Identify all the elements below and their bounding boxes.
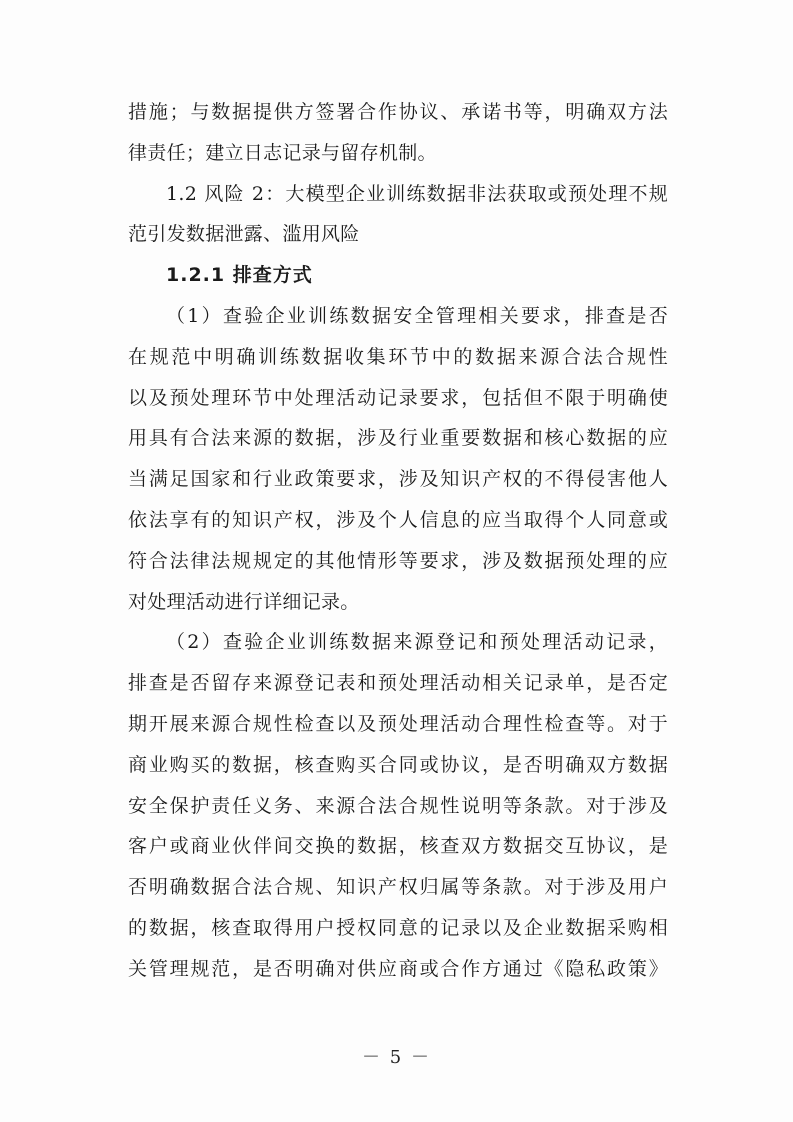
- section-title-risk-2: 1.2 风险 2：大模型企业训练数据非法获取或预处理不规: [166, 182, 668, 205]
- text-line: 商业购买的数据，核查购买合同或协议，是否明确双方数据: [128, 753, 668, 776]
- text-line: 以及预处理环节中处理活动记录要求，包括但不限于明确使: [128, 386, 668, 409]
- text-line: （2）查验企业训练数据来源登记和预处理活动记录，: [166, 631, 668, 654]
- text-line: 否明确数据合法合规、知识产权归属等条款。对于涉及用户: [128, 876, 668, 899]
- subsection-heading: 1.2.1 排查方式: [166, 264, 313, 287]
- text-line: 期开展来源合规性检查以及预处理活动合理性检查等。对于: [128, 712, 668, 735]
- text-line: 安全保护责任义务、来源合法合规性说明等条款。对于涉及: [128, 794, 668, 817]
- text-line: 排查是否留存来源登记表和预处理活动相关记录单，是否定: [128, 672, 668, 695]
- text-line: （1）查验企业训练数据安全管理相关要求，排查是否: [166, 304, 668, 327]
- text-line: 用具有合法来源的数据，涉及行业重要数据和核心数据的应: [128, 427, 668, 450]
- text-line: 律责任；建立日志记录与留存机制。: [128, 141, 437, 164]
- text-line: 的数据，核查取得用户授权同意的记录以及企业数据采购相: [128, 916, 668, 939]
- text-line: 符合法律法规规定的其他情形等要求，涉及数据预处理的应: [128, 549, 668, 572]
- section-title-risk-2-cont: 范引发数据泄露、滥用风险: [128, 223, 360, 246]
- text-line: 依法享有的知识产权，涉及个人信息的应当取得个人同意或: [128, 508, 668, 531]
- text-line: 客户或商业伙伴间交换的数据，核查双方数据交互协议，是: [128, 835, 668, 858]
- text-line: 在规范中明确训练数据收集环节中的数据来源合法合规性: [128, 345, 668, 368]
- text-line: 当满足国家和行业政策要求，涉及知识产权的不得侵害他人: [128, 468, 668, 491]
- body-text: [128, 92, 668, 990]
- text-line: 关管理规范，是否明确对供应商或合作方通过《隐私政策》: [128, 957, 668, 980]
- text-line: 措施；与数据提供方签署合作协议、承诺书等，明确双方法: [128, 101, 668, 123]
- text-line: 对处理活动进行详细记录。: [128, 590, 360, 613]
- page-number: － 5 －: [362, 1047, 431, 1068]
